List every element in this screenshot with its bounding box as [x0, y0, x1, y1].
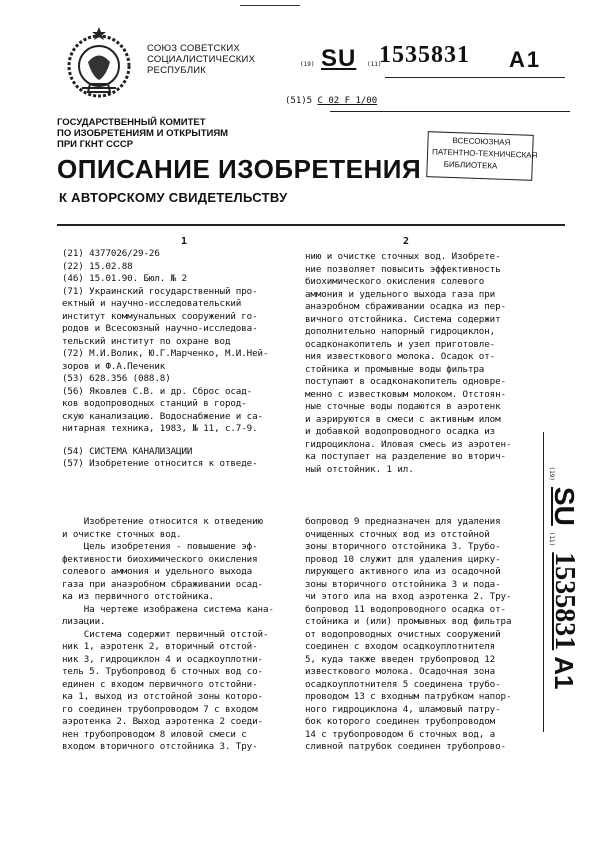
text-line: ка поступает на разделение во вторич-	[305, 451, 506, 462]
text-line: и очистке сточных вод.	[62, 528, 182, 540]
text-line: нитарная техника, 1983, № 11, с.7-9.	[62, 423, 258, 434]
text-line: (21) 4377026/29-26	[62, 248, 160, 259]
text-line: стойника и промывные воды фильтра	[305, 363, 485, 375]
text-line: (46) 15.01.90. Бюл. № 2	[62, 273, 187, 284]
text-line: (57) Изобретение относится к отведе-	[62, 458, 258, 469]
text-line: тельский институт по охране вод	[62, 335, 231, 347]
side-inid-19: (19)	[548, 466, 555, 481]
text-line: нию и очистке сточных вод. Изобрете-	[305, 251, 501, 262]
text-line: ние позволяет повысить эффективность	[305, 263, 501, 275]
text-line: тель 5. Трубопровод 6 сточных вод со-	[62, 666, 263, 677]
committee-line: ПРИ ГКНТ СССР	[57, 139, 134, 150]
side-patent-number: 1535831	[549, 552, 580, 651]
side-country-code: SU	[549, 486, 580, 526]
text-line: аммония и удельного выхода газа при	[305, 288, 496, 300]
country-line: СОЦИАЛИСТИЧЕСКИХ	[147, 54, 256, 65]
text-line: соединен с входом осадкоуплотнителя	[305, 641, 496, 652]
text-line: (54) СИСТЕМА КАНАЛИЗАЦИИ	[62, 445, 193, 457]
text-line: 5, куда также введен трубопровод 12	[305, 653, 496, 665]
patent-number: 1535831	[379, 42, 470, 68]
side-inid-11: (11)	[548, 531, 555, 547]
text-line: провод 10 служит для удаления цирку-	[305, 553, 501, 565]
text-line: от водопроводных очистных сооружений	[305, 628, 501, 640]
bibliographic-data	[62, 248, 268, 471]
country-line: СОЮЗ СОВЕТСКИХ	[147, 43, 240, 54]
text-line: гидроциклона. Иловая смесь из аэротен-	[305, 438, 512, 450]
text-line: аэротенка 2. Выход аэротенка 2 соеди-	[62, 716, 263, 727]
text-line: осадконакопитель и узел приготовле-	[305, 338, 496, 350]
text-line: (53) 628.356 (088.8)	[62, 373, 171, 384]
stamp-line: ВСЕСОЮЗНАЯ	[452, 136, 511, 148]
number-underline	[385, 77, 565, 78]
text-line: скую канализацию. Водоснабжение и са-	[62, 410, 263, 422]
text-line: чи этого ила на вход аэротенка 2. Тру-	[305, 591, 512, 602]
ipc-prefix: (51)5	[285, 96, 313, 106]
text-line: зоров и Ф.А.Печеник	[62, 360, 166, 372]
text-line: Цель изобретения - повышение эф-	[62, 541, 258, 552]
side-kind-code: A1	[549, 656, 579, 690]
text-line: известкового молока. Осадочная зона	[305, 666, 496, 677]
text-line: очищенных сточных вод из отстойной	[305, 528, 490, 540]
ussr-emblem-icon	[60, 24, 138, 104]
stamp-line: ПАТЕНТНО-ТЕХНИЧЕСКАЯ	[431, 147, 538, 160]
text-line: менно с известковым молоком. Отстоян-	[305, 388, 506, 400]
text-line: вичного отстойника. Система содержит	[305, 313, 501, 325]
description-column-1	[62, 516, 274, 754]
abstract-continuation	[305, 251, 511, 476]
text-line: проводом 13 с входным патрубком напор-	[305, 691, 512, 702]
description-column-2	[305, 516, 511, 754]
text-line: ектный и научно-исследовательский	[62, 298, 242, 309]
committee-line: ГОСУДАРСТВЕННЫЙ КОМИТЕТ	[57, 117, 206, 128]
text-line: 14 с трубопроводом 6 сточных вод, а	[305, 728, 496, 740]
text-line: входом вторичного отстойника 3. Тру-	[62, 741, 258, 752]
text-line: ный отстойник. 1 ил.	[305, 463, 414, 475]
document-subtitle: К АВТОРСКОМУ СВИДЕТЕЛЬСТВУ	[59, 190, 288, 205]
spacer	[62, 436, 268, 446]
text-line: (56) Яковлев С.В. и др. Сброс осад-	[62, 385, 253, 397]
column-number-1: 1	[181, 236, 188, 247]
text-line: ник 1, аэротенк 2, вторичный отстой-	[62, 641, 258, 652]
committee-name	[57, 117, 228, 150]
text-line: лирующего активного ила из осадочной	[305, 566, 501, 577]
country-line: РЕСПУБЛИК	[147, 65, 207, 76]
ipc-classification	[285, 96, 377, 106]
text-line: анаэробном сбраживании осадка из пер-	[305, 301, 506, 312]
text-line: го соединен трубопроводом 7 с входом	[62, 703, 258, 715]
text-line: (72) М.И.Волик, Ю.Г.Марченко, М.И.Ней-	[62, 348, 269, 359]
text-line: единен с входом первичного отстойни-	[62, 678, 258, 690]
text-line: фективности биохимического окисления	[62, 553, 258, 565]
text-line: На чертеже изображена система кана-	[62, 603, 274, 615]
text-line: ка из первичного отстойника.	[62, 591, 215, 602]
text-line: ка 1, выход из отстойной зоны которо-	[62, 691, 263, 702]
text-line: газа при анаэробном сбраживании осад-	[62, 578, 263, 590]
stamp-line: БИБЛИОТЕКА	[443, 159, 498, 171]
header-divider	[57, 224, 565, 226]
text-line: Система содержит первичный отстой-	[62, 628, 269, 640]
text-line: ного гидроциклона 4, шламовый патру-	[305, 703, 501, 715]
text-line: (22) 15.02.88	[62, 260, 133, 272]
ipc-value: C 02 F 1/00	[317, 96, 378, 106]
column-number-2: 2	[403, 236, 410, 247]
text-line: ния известкового молока. Осадок от-	[305, 351, 496, 362]
text-line: поступают в осадконакопитель одновре-	[305, 376, 506, 387]
text-line: зоны вторичного отстойника 3 и пода-	[305, 578, 501, 590]
text-line: лизации.	[62, 616, 106, 627]
text-line: дополнительно напорный гидроциклон,	[305, 326, 496, 337]
library-stamp	[426, 131, 538, 181]
text-line: сливной патрубок соединен трубопрово-	[305, 741, 506, 752]
text-line: ник 3, гидроциклон 4 и осадкоуплотни-	[62, 653, 263, 665]
text-line: родов и Всесоюзный научно-исследова-	[62, 323, 258, 334]
text-line: и добавкой водопроводного осадка из	[305, 426, 496, 437]
text-line: ков водопроводных станций в город-	[62, 398, 247, 409]
country-code: SU	[321, 45, 357, 72]
text-line: бок которого соединен трубопроводом	[305, 716, 496, 727]
inid-code-11: (11)	[367, 61, 382, 68]
document-title: ОПИСАНИЕ ИЗОБРЕТЕНИЯ	[57, 154, 422, 184]
ipc-underline	[330, 111, 570, 112]
text-line: зоны вторичного отстойника 3. Трубо-	[305, 541, 501, 552]
text-line: нен трубопроводом 8 иловой смеси с	[62, 728, 247, 740]
text-line: осадкоуплотнителя 5 соединена трубо-	[305, 678, 501, 690]
inid-code-19: (19)	[300, 61, 315, 68]
text-line: бопровод 11 водопроводного осадка от-	[305, 603, 506, 615]
top-rule	[240, 5, 300, 6]
text-line: солевого аммония и удельного выхода	[62, 566, 253, 577]
committee-line: ПО ИЗОБРЕТЕНИЯМ И ОТКРЫТИЯМ	[57, 128, 229, 139]
text-line: (71) Украинский государственный про-	[62, 285, 258, 297]
text-line: Изобретение относится к отведению	[62, 516, 263, 527]
text-line: и аэрируются в смеси с активным илом	[305, 413, 501, 425]
text-line: бопровод 9 предназначен для удаления	[305, 516, 501, 527]
country-name	[147, 43, 255, 76]
text-line: институт коммунальных сооружений го-	[62, 310, 258, 322]
text-line: биохимического окисления солевого	[305, 276, 485, 287]
kind-code: A1	[509, 47, 542, 72]
text-line: ные сточные воды подаются в аэротенк	[305, 401, 501, 412]
side-patent-label	[534, 448, 594, 708]
text-line: стойника и (или) промывных вод фильтра	[305, 616, 512, 627]
